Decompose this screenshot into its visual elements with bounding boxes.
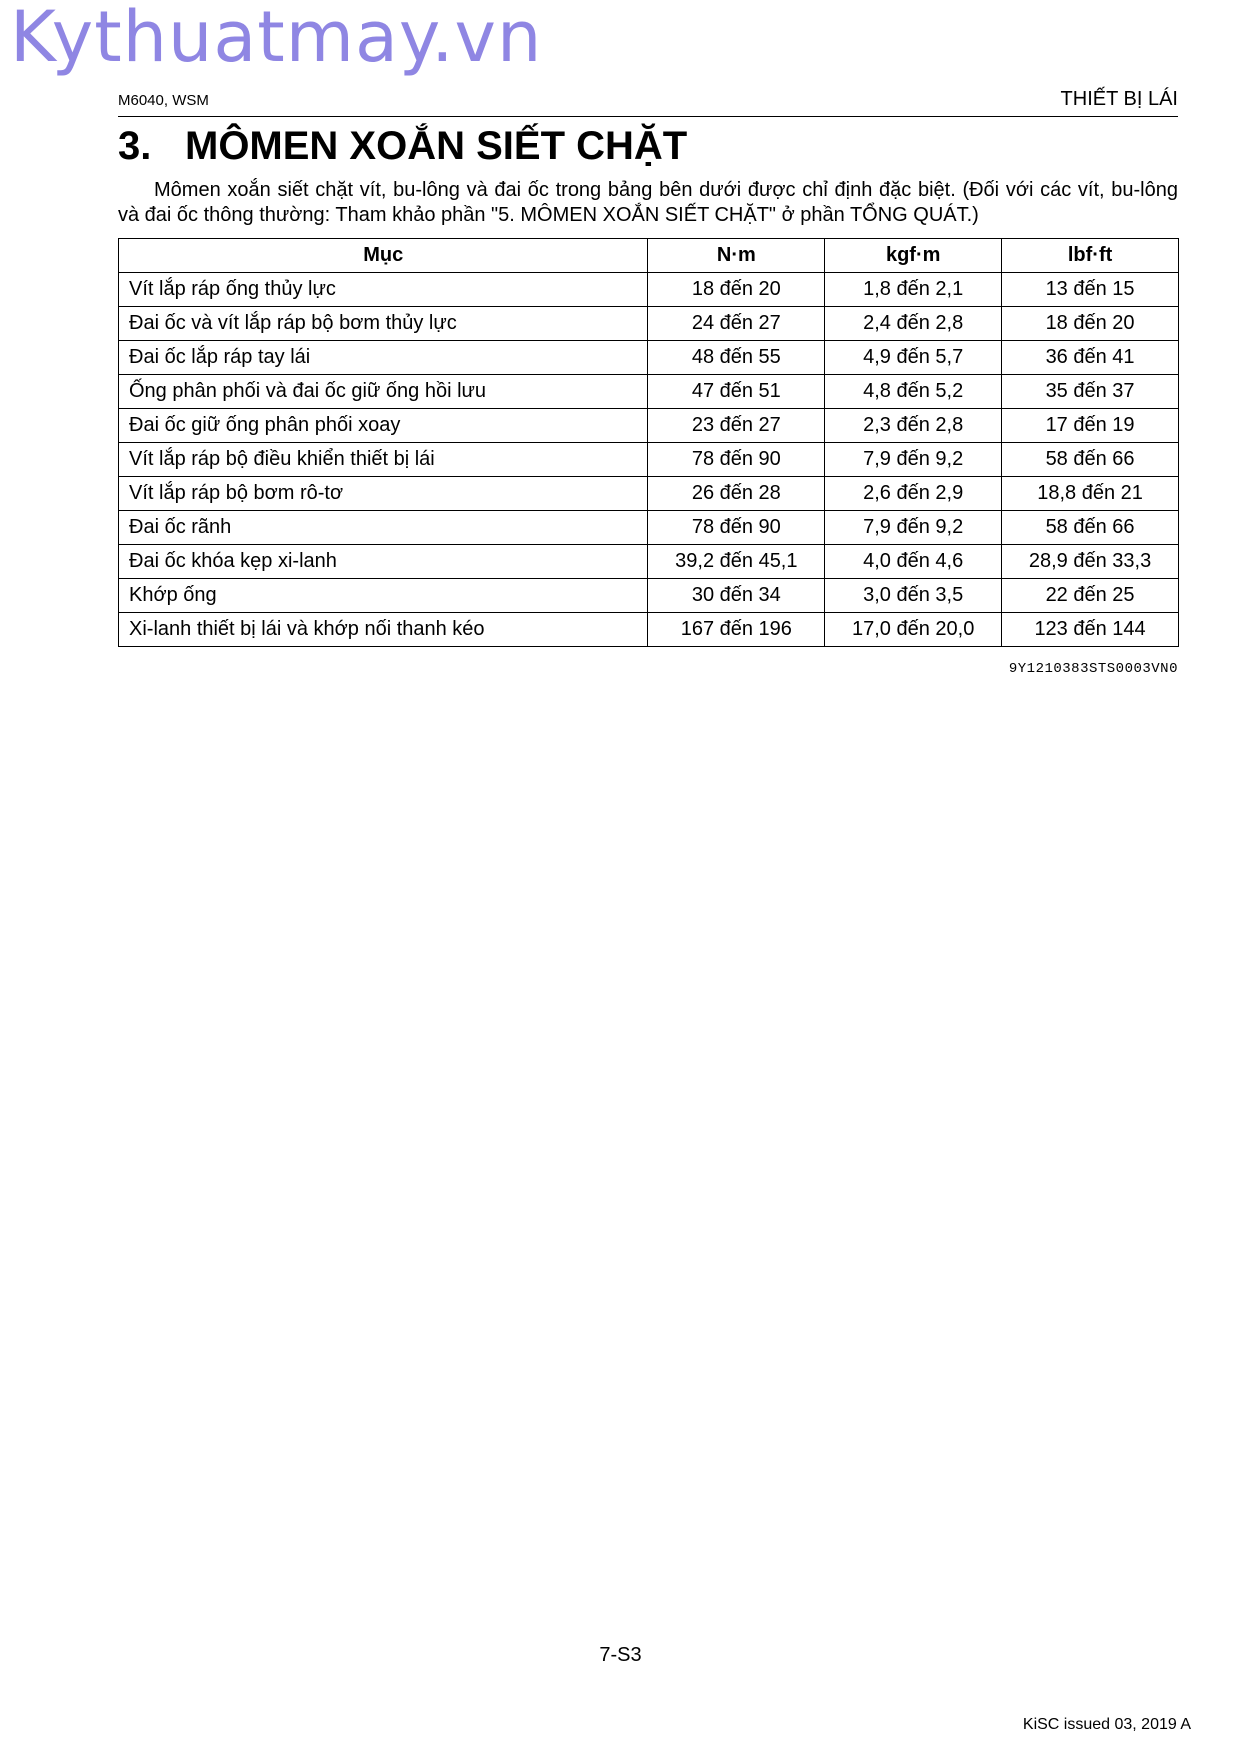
cell-item: Vít lắp ráp ống thủy lực — [119, 273, 648, 307]
cell-item: Vít lắp ráp bộ điều khiển thiết bị lái — [119, 443, 648, 477]
cell-nm: 78 đến 90 — [648, 511, 825, 545]
cell-item: Ống phân phối và đai ốc giữ ống hồi lưu — [119, 375, 648, 409]
intro-paragraph: Mômen xoắn siết chặt vít, bu-lông và đai ốc trong bảng bên dưới được chỉ định đặc biệt. (Đối với các vít, bu-lông và đai ốc thông thường: Tham khảo phần "5. MÔMEN XOẮN SIẾT CHẶT" ở phần TỔNG QUÁT.) — [118, 179, 1178, 226]
cell-nm: 48 đến 55 — [648, 341, 825, 375]
cell-lbfft: 18 đến 20 — [1002, 307, 1179, 341]
section-title — [118, 124, 687, 169]
cell-lbfft: 18,8 đến 21 — [1002, 477, 1179, 511]
reference-code: 9Y1210383STS0003VN0 — [1008, 661, 1178, 677]
column-header-nm: N·m — [648, 239, 825, 273]
cell-kgfm: 4,8 đến 5,2 — [825, 375, 1002, 409]
cell-kgfm: 2,3 đến 2,8 — [825, 409, 1002, 443]
table-row — [119, 307, 1179, 341]
column-header-item: Mục — [119, 239, 648, 273]
table-row — [119, 409, 1179, 443]
cell-nm: 78 đến 90 — [648, 443, 825, 477]
table-header-row — [119, 239, 1179, 273]
cell-nm: 23 đến 27 — [648, 409, 825, 443]
header-model: M6040, WSM — [118, 92, 209, 109]
cell-lbfft: 22 đến 25 — [1002, 579, 1179, 613]
column-header-lbfft: lbf·ft — [1002, 239, 1179, 273]
page-number: 7-S3 — [599, 1644, 642, 1666]
cell-kgfm: 7,9 đến 9,2 — [825, 511, 1002, 545]
cell-nm: 24 đến 27 — [648, 307, 825, 341]
cell-nm: 167 đến 196 — [648, 613, 825, 647]
cell-lbfft: 36 đến 41 — [1002, 341, 1179, 375]
cell-lbfft: 123 đến 144 — [1002, 613, 1179, 647]
torque-table — [118, 238, 1179, 647]
table-row — [119, 443, 1179, 477]
cell-lbfft: 58 đến 66 — [1002, 443, 1179, 477]
cell-item: Đai ốc khóa kẹp xi-lanh — [119, 545, 648, 579]
cell-item: Khớp ống — [119, 579, 648, 613]
cell-kgfm: 7,9 đến 9,2 — [825, 443, 1002, 477]
cell-item: Vít lắp ráp bộ bơm rô-tơ — [119, 477, 648, 511]
table-row — [119, 545, 1179, 579]
cell-lbfft: 35 đến 37 — [1002, 375, 1179, 409]
cell-nm: 47 đến 51 — [648, 375, 825, 409]
cell-nm: 26 đến 28 — [648, 477, 825, 511]
column-header-kgfm: kgf·m — [825, 239, 1002, 273]
cell-kgfm: 17,0 đến 20,0 — [825, 613, 1002, 647]
cell-item: Xi-lanh thiết bị lái và khớp nối thanh kéo — [119, 613, 648, 647]
table-row — [119, 341, 1179, 375]
cell-lbfft: 58 đến 66 — [1002, 511, 1179, 545]
header-divider — [118, 116, 1178, 117]
cell-nm: 39,2 đến 45,1 — [648, 545, 825, 579]
cell-kgfm: 4,0 đến 4,6 — [825, 545, 1002, 579]
table-row — [119, 613, 1179, 647]
table-row — [119, 477, 1179, 511]
cell-item: Đai ốc và vít lắp ráp bộ bơm thủy lực — [119, 307, 648, 341]
cell-kgfm: 2,4 đến 2,8 — [825, 307, 1002, 341]
cell-kgfm: 1,8 đến 2,1 — [825, 273, 1002, 307]
header-chapter: THIẾT BỊ LÁI — [1060, 88, 1178, 110]
cell-kgfm: 2,6 đến 2,9 — [825, 477, 1002, 511]
cell-item: Đai ốc lắp ráp tay lái — [119, 341, 648, 375]
cell-lbfft: 17 đến 19 — [1002, 409, 1179, 443]
cell-item: Đai ốc rãnh — [119, 511, 648, 545]
cell-lbfft: 13 đến 15 — [1002, 273, 1179, 307]
table-row — [119, 511, 1179, 545]
cell-lbfft: 28,9 đến 33,3 — [1002, 545, 1179, 579]
table-row — [119, 273, 1179, 307]
cell-kgfm: 4,9 đến 5,7 — [825, 341, 1002, 375]
cell-kgfm: 3,0 đến 3,5 — [825, 579, 1002, 613]
issue-note: KiSC issued 03, 2019 A — [1022, 1716, 1191, 1733]
cell-nm: 30 đến 34 — [648, 579, 825, 613]
cell-nm: 18 đến 20 — [648, 273, 825, 307]
section-title-text: MÔMEN XOẮN SIẾT CHẶT — [185, 124, 688, 168]
watermark-logo: Kythuatmay.vn — [10, 0, 543, 78]
section-number: 3. — [118, 124, 152, 168]
table-row — [119, 375, 1179, 409]
cell-item: Đai ốc giữ ống phân phối xoay — [119, 409, 648, 443]
table-row — [119, 579, 1179, 613]
